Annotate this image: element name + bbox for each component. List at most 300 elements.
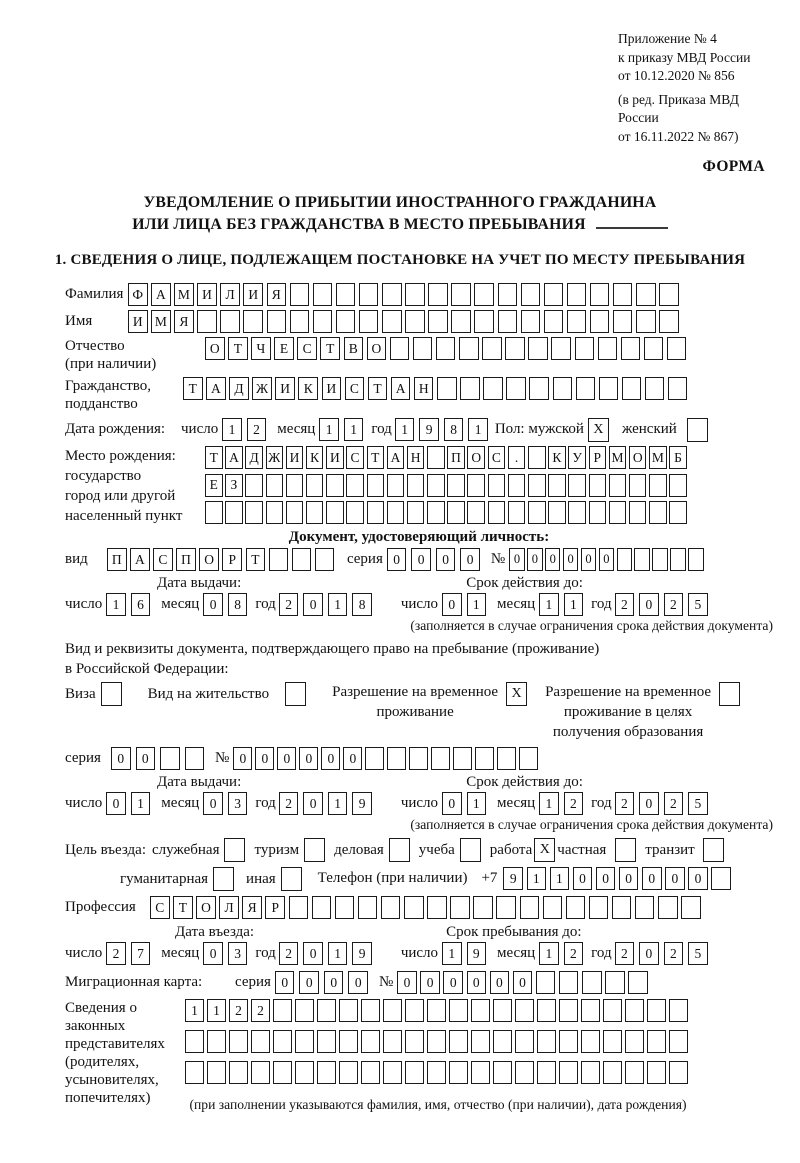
char-box[interactable]: 2 [229, 999, 248, 1022]
char-box[interactable]: 8 [228, 593, 248, 616]
char-box[interactable]: 3 [228, 942, 248, 965]
char-box[interactable] [493, 1061, 512, 1084]
char-box[interactable]: 1 [468, 418, 488, 441]
char-box[interactable] [506, 377, 526, 400]
char-box[interactable]: К [548, 446, 566, 469]
char-box[interactable]: Р [589, 446, 607, 469]
char-box[interactable] [317, 1061, 336, 1084]
char-box[interactable] [589, 501, 607, 524]
char-box[interactable] [467, 474, 485, 497]
char-box[interactable]: У [568, 446, 586, 469]
char-box[interactable] [629, 474, 647, 497]
char-box[interactable]: С [488, 446, 506, 469]
char-box[interactable]: 0 [688, 867, 708, 890]
char-box[interactable] [609, 501, 627, 524]
char-box[interactable]: А [387, 446, 405, 469]
char-box[interactable] [428, 283, 448, 306]
char-box[interactable] [711, 867, 731, 890]
char-box[interactable]: 0 [411, 548, 431, 571]
char-box[interactable] [229, 1030, 248, 1053]
char-box[interactable] [559, 999, 578, 1022]
char-box[interactable] [647, 1030, 666, 1053]
char-box[interactable] [669, 1030, 688, 1053]
char-box[interactable]: 1 [328, 792, 348, 815]
char-box[interactable] [598, 337, 618, 360]
char-box[interactable]: М [151, 310, 171, 333]
char-box[interactable] [427, 1030, 446, 1053]
char-box[interactable]: 6 [131, 593, 151, 616]
char-box[interactable] [625, 1061, 644, 1084]
char-box[interactable]: 1 [319, 418, 339, 441]
char-box[interactable] [460, 377, 480, 400]
char-box[interactable] [581, 999, 600, 1022]
char-box[interactable]: 2 [564, 942, 584, 965]
char-box[interactable] [515, 1061, 534, 1084]
char-box[interactable] [427, 1061, 446, 1084]
char-box[interactable] [361, 1030, 380, 1053]
char-box[interactable] [207, 1030, 226, 1053]
char-box[interactable] [488, 474, 506, 497]
char-box[interactable] [315, 548, 335, 571]
char-box[interactable] [225, 501, 243, 524]
char-box[interactable]: 7 [131, 942, 151, 965]
char-box[interactable] [185, 1030, 204, 1053]
char-box[interactable] [185, 1061, 204, 1084]
char-box[interactable] [292, 548, 312, 571]
char-box[interactable]: 5 [688, 792, 708, 815]
char-box[interactable] [568, 501, 586, 524]
char-box[interactable] [245, 474, 263, 497]
char-box[interactable] [537, 1030, 556, 1053]
char-box[interactable] [290, 283, 310, 306]
char-box[interactable]: 0 [665, 867, 685, 890]
char-box[interactable]: 9 [467, 942, 487, 965]
char-box[interactable]: 2 [564, 792, 584, 815]
char-box[interactable]: В [344, 337, 364, 360]
char-box[interactable] [636, 310, 656, 333]
char-box[interactable] [428, 310, 448, 333]
char-box[interactable] [286, 474, 304, 497]
char-box[interactable] [649, 501, 667, 524]
char-box[interactable]: Ж [266, 446, 284, 469]
char-box[interactable]: Л [220, 283, 240, 306]
char-box[interactable]: О [367, 337, 387, 360]
char-box[interactable]: 0 [527, 548, 543, 571]
char-box[interactable]: Л [219, 896, 239, 919]
char-box[interactable] [603, 1061, 622, 1084]
char-box[interactable] [515, 999, 534, 1022]
char-box[interactable] [290, 310, 310, 333]
char-box[interactable] [427, 501, 445, 524]
char-box[interactable]: Б [669, 446, 687, 469]
char-box[interactable] [544, 310, 564, 333]
char-box[interactable] [245, 501, 263, 524]
char-box[interactable] [551, 337, 571, 360]
char-box[interactable]: 1 [550, 867, 570, 890]
char-box[interactable] [566, 896, 586, 919]
char-box[interactable]: 2 [664, 792, 684, 815]
char-box[interactable] [537, 999, 556, 1022]
char-box[interactable]: 0 [442, 792, 462, 815]
char-box[interactable] [273, 999, 292, 1022]
purpose-checkbox[interactable] [304, 838, 325, 862]
char-box[interactable] [505, 337, 525, 360]
char-box[interactable]: 1 [328, 942, 348, 965]
char-box[interactable]: 0 [303, 792, 323, 815]
char-box[interactable] [313, 310, 333, 333]
char-box[interactable] [273, 1030, 292, 1053]
char-box[interactable] [471, 1061, 490, 1084]
char-box[interactable] [645, 377, 665, 400]
char-box[interactable]: Ф [128, 283, 148, 306]
char-box[interactable] [361, 1061, 380, 1084]
char-box[interactable] [467, 501, 485, 524]
char-box[interactable]: 0 [111, 747, 131, 770]
char-box[interactable]: С [153, 548, 173, 571]
char-box[interactable]: 0 [397, 971, 417, 994]
char-box[interactable] [383, 999, 402, 1022]
char-box[interactable]: 0 [599, 548, 615, 571]
char-box[interactable] [451, 283, 471, 306]
char-box[interactable]: О [467, 446, 485, 469]
char-box[interactable] [229, 1061, 248, 1084]
char-box[interactable]: 1 [207, 999, 226, 1022]
char-box[interactable] [508, 501, 526, 524]
char-box[interactable] [251, 1061, 270, 1084]
char-box[interactable] [407, 474, 425, 497]
char-box[interactable]: И [197, 283, 217, 306]
char-box[interactable] [339, 1061, 358, 1084]
char-box[interactable] [581, 1030, 600, 1053]
char-box[interactable]: Р [222, 548, 242, 571]
char-box[interactable]: 0 [436, 548, 456, 571]
char-box[interactable] [536, 971, 556, 994]
char-box[interactable]: 0 [490, 971, 510, 994]
char-box[interactable] [251, 1030, 270, 1053]
char-box[interactable]: Т [246, 548, 266, 571]
char-box[interactable] [668, 377, 688, 400]
char-box[interactable] [427, 896, 447, 919]
char-box[interactable]: 0 [277, 747, 296, 770]
char-box[interactable]: М [649, 446, 667, 469]
char-box[interactable] [483, 377, 503, 400]
char-box[interactable] [528, 501, 546, 524]
char-box[interactable]: 0 [460, 548, 480, 571]
char-box[interactable] [497, 747, 516, 770]
char-box[interactable]: 0 [563, 548, 579, 571]
char-box[interactable]: А [151, 283, 171, 306]
char-box[interactable] [306, 501, 324, 524]
sex-male-checkbox[interactable]: X [588, 418, 609, 442]
char-box[interactable]: 0 [303, 942, 323, 965]
char-box[interactable] [207, 1061, 226, 1084]
char-box[interactable] [361, 999, 380, 1022]
char-box[interactable]: И [128, 310, 148, 333]
char-box[interactable] [220, 310, 240, 333]
char-box[interactable] [267, 310, 287, 333]
char-box[interactable]: 0 [203, 593, 223, 616]
char-box[interactable] [295, 1061, 314, 1084]
char-box[interactable] [582, 971, 602, 994]
char-box[interactable]: 9 [419, 418, 439, 441]
char-box[interactable] [335, 896, 355, 919]
char-box[interactable] [383, 1030, 402, 1053]
char-box[interactable] [286, 501, 304, 524]
char-box[interactable]: 2 [615, 593, 635, 616]
char-box[interactable] [496, 896, 516, 919]
char-box[interactable] [612, 896, 632, 919]
char-box[interactable]: О [205, 337, 225, 360]
char-box[interactable]: 0 [324, 971, 344, 994]
char-box[interactable] [528, 446, 546, 469]
char-box[interactable]: 1 [131, 792, 151, 815]
char-box[interactable] [605, 971, 625, 994]
char-box[interactable] [613, 283, 633, 306]
char-box[interactable] [581, 1061, 600, 1084]
char-box[interactable] [528, 474, 546, 497]
char-box[interactable] [636, 283, 656, 306]
char-box[interactable] [365, 747, 384, 770]
char-box[interactable] [346, 474, 364, 497]
char-box[interactable] [459, 337, 479, 360]
char-box[interactable]: А [225, 446, 243, 469]
char-box[interactable] [326, 501, 344, 524]
visa-checkbox[interactable] [101, 682, 122, 706]
char-box[interactable] [669, 474, 687, 497]
char-box[interactable] [589, 474, 607, 497]
char-box[interactable] [488, 501, 506, 524]
char-box[interactable] [520, 896, 540, 919]
char-box[interactable] [447, 474, 465, 497]
char-box[interactable] [603, 999, 622, 1022]
char-box[interactable]: 0 [467, 971, 487, 994]
char-box[interactable] [449, 999, 468, 1022]
char-box[interactable]: 1 [527, 867, 547, 890]
char-box[interactable] [667, 337, 687, 360]
char-box[interactable]: Т [183, 377, 203, 400]
char-box[interactable] [185, 747, 205, 770]
char-box[interactable] [567, 310, 587, 333]
char-box[interactable] [576, 377, 596, 400]
purpose-checkbox[interactable] [460, 838, 481, 862]
char-box[interactable]: 0 [581, 548, 597, 571]
char-box[interactable]: К [298, 377, 318, 400]
char-box[interactable]: Н [407, 446, 425, 469]
purpose-checkbox[interactable] [224, 838, 245, 862]
char-box[interactable]: 0 [509, 548, 525, 571]
char-box[interactable] [427, 446, 445, 469]
char-box[interactable] [266, 501, 284, 524]
char-box[interactable] [339, 1030, 358, 1053]
char-box[interactable] [609, 474, 627, 497]
char-box[interactable]: С [346, 446, 364, 469]
char-box[interactable] [670, 548, 686, 571]
char-box[interactable]: 0 [203, 942, 223, 965]
char-box[interactable] [367, 474, 385, 497]
char-box[interactable] [589, 896, 609, 919]
char-box[interactable] [548, 474, 566, 497]
char-box[interactable]: 0 [596, 867, 616, 890]
char-box[interactable] [404, 896, 424, 919]
char-box[interactable]: 9 [503, 867, 523, 890]
purpose-checkbox[interactable] [389, 838, 410, 862]
char-box[interactable]: 0 [619, 867, 639, 890]
char-box[interactable] [474, 283, 494, 306]
char-box[interactable]: Н [414, 377, 434, 400]
char-box[interactable] [405, 310, 425, 333]
char-box[interactable] [336, 283, 356, 306]
char-box[interactable]: З [225, 474, 243, 497]
char-box[interactable] [336, 310, 356, 333]
char-box[interactable]: 0 [275, 971, 295, 994]
char-box[interactable]: 1 [467, 593, 487, 616]
char-box[interactable]: Ч [251, 337, 271, 360]
char-box[interactable] [688, 548, 704, 571]
char-box[interactable]: И [286, 446, 304, 469]
char-box[interactable] [160, 747, 180, 770]
char-box[interactable]: 0 [106, 792, 126, 815]
char-box[interactable]: 0 [642, 867, 662, 890]
char-box[interactable] [449, 1061, 468, 1084]
char-box[interactable]: Я [174, 310, 194, 333]
residence-permit-checkbox[interactable] [285, 682, 306, 706]
char-box[interactable] [669, 999, 688, 1022]
char-box[interactable] [405, 1030, 424, 1053]
char-box[interactable] [367, 501, 385, 524]
char-box[interactable] [559, 971, 579, 994]
char-box[interactable] [437, 377, 457, 400]
char-box[interactable] [387, 474, 405, 497]
char-box[interactable] [358, 896, 378, 919]
char-box[interactable] [405, 999, 424, 1022]
char-box[interactable] [649, 474, 667, 497]
char-box[interactable] [498, 283, 518, 306]
char-box[interactable]: С [345, 377, 365, 400]
char-box[interactable]: 0 [255, 747, 274, 770]
char-box[interactable]: 0 [639, 792, 659, 815]
char-box[interactable] [603, 1030, 622, 1053]
char-box[interactable] [273, 1061, 292, 1084]
char-box[interactable] [599, 377, 619, 400]
char-box[interactable] [498, 310, 518, 333]
char-box[interactable] [450, 896, 470, 919]
char-box[interactable] [482, 337, 502, 360]
char-box[interactable] [659, 310, 679, 333]
char-box[interactable]: 1 [185, 999, 204, 1022]
char-box[interactable]: 1 [222, 418, 242, 441]
char-box[interactable]: Я [242, 896, 262, 919]
char-box[interactable]: 0 [343, 747, 362, 770]
char-box[interactable] [427, 474, 445, 497]
char-box[interactable] [346, 501, 364, 524]
char-box[interactable]: 0 [443, 971, 463, 994]
char-box[interactable]: 2 [106, 942, 126, 965]
char-box[interactable]: 9 [352, 792, 372, 815]
char-box[interactable]: 2 [247, 418, 267, 441]
char-box[interactable] [474, 310, 494, 333]
sex-female-checkbox[interactable] [687, 418, 708, 442]
char-box[interactable] [644, 337, 664, 360]
char-box[interactable]: 0 [387, 548, 407, 571]
purpose-checkbox[interactable] [615, 838, 636, 862]
char-box[interactable]: 8 [444, 418, 464, 441]
char-box[interactable]: Т [228, 337, 248, 360]
char-box[interactable] [529, 377, 549, 400]
char-box[interactable] [629, 501, 647, 524]
char-box[interactable]: 0 [348, 971, 368, 994]
char-box[interactable] [493, 1030, 512, 1053]
char-box[interactable]: 0 [639, 942, 659, 965]
char-box[interactable]: 1 [539, 593, 559, 616]
char-box[interactable]: О [199, 548, 219, 571]
char-box[interactable] [326, 474, 344, 497]
char-box[interactable] [405, 283, 425, 306]
char-box[interactable]: 1 [442, 942, 462, 965]
char-box[interactable] [622, 377, 642, 400]
char-box[interactable]: 2 [251, 999, 270, 1022]
char-box[interactable]: И [322, 377, 342, 400]
char-box[interactable] [544, 283, 564, 306]
char-box[interactable] [205, 501, 223, 524]
char-box[interactable]: Я [267, 283, 287, 306]
char-box[interactable] [625, 1030, 644, 1053]
char-box[interactable]: И [243, 283, 263, 306]
char-box[interactable] [590, 310, 610, 333]
char-box[interactable] [387, 501, 405, 524]
char-box[interactable]: 0 [513, 971, 533, 994]
char-box[interactable] [613, 310, 633, 333]
char-box[interactable] [521, 310, 541, 333]
char-box[interactable] [473, 896, 493, 919]
char-box[interactable]: Д [245, 446, 263, 469]
char-box[interactable]: 8 [352, 593, 372, 616]
char-box[interactable] [295, 1030, 314, 1053]
char-box[interactable]: 1 [395, 418, 415, 441]
char-box[interactable] [471, 1030, 490, 1053]
char-box[interactable] [628, 971, 648, 994]
char-box[interactable] [317, 999, 336, 1022]
char-box[interactable] [407, 501, 425, 524]
char-box[interactable]: А [206, 377, 226, 400]
char-box[interactable]: С [150, 896, 170, 919]
char-box[interactable] [553, 377, 573, 400]
char-box[interactable] [528, 337, 548, 360]
char-box[interactable]: И [275, 377, 295, 400]
char-box[interactable] [521, 283, 541, 306]
char-box[interactable] [659, 283, 679, 306]
char-box[interactable]: 2 [615, 792, 635, 815]
temp-permit-checkbox[interactable]: X [506, 682, 527, 706]
char-box[interactable] [295, 999, 314, 1022]
purpose-checkbox[interactable] [703, 838, 724, 862]
purpose-checkbox[interactable] [281, 867, 302, 891]
char-box[interactable] [669, 1061, 688, 1084]
char-box[interactable] [243, 310, 263, 333]
char-box[interactable]: 3 [228, 792, 248, 815]
char-box[interactable]: Т [173, 896, 193, 919]
char-box[interactable] [269, 548, 289, 571]
char-box[interactable] [559, 1030, 578, 1053]
char-box[interactable] [382, 310, 402, 333]
char-box[interactable]: 0 [203, 792, 223, 815]
char-box[interactable] [436, 337, 456, 360]
char-box[interactable]: 5 [688, 942, 708, 965]
char-box[interactable] [383, 1061, 402, 1084]
char-box[interactable]: П [176, 548, 196, 571]
char-box[interactable] [382, 283, 402, 306]
char-box[interactable]: 1 [539, 942, 559, 965]
char-box[interactable] [508, 474, 526, 497]
